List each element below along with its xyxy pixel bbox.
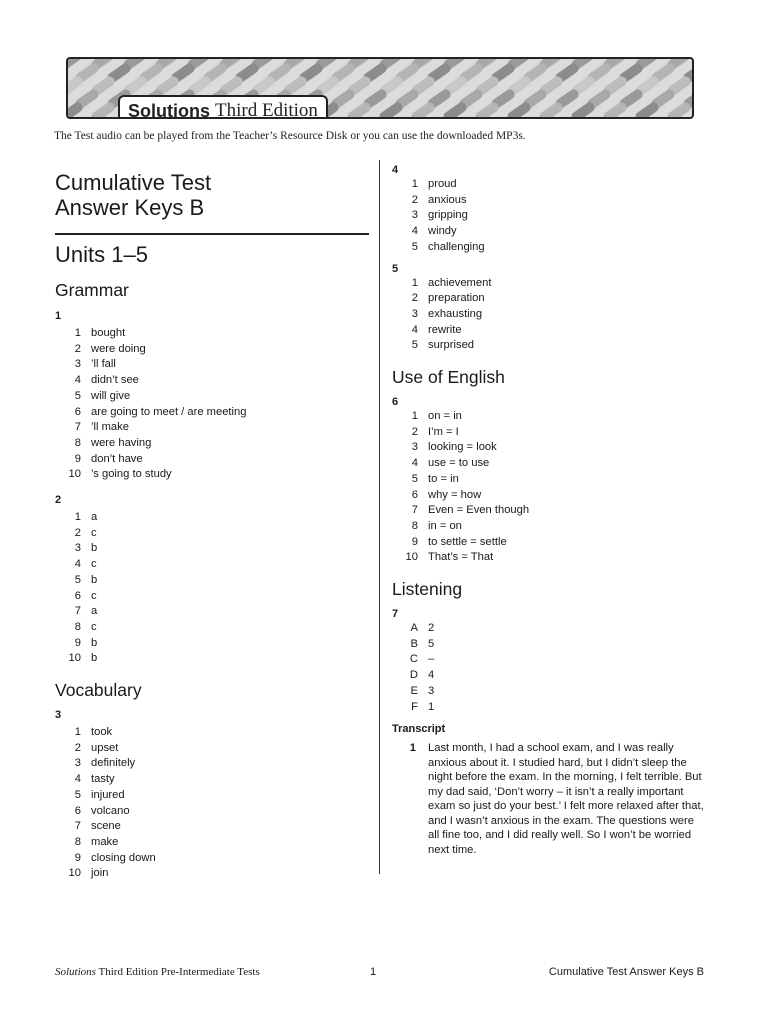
answer-row (55, 741, 369, 757)
answer-row (392, 550, 722, 566)
answer-row (55, 788, 369, 804)
answer-list (392, 409, 722, 566)
question-number: 1 (55, 310, 62, 322)
answer-number: 6 (411, 488, 418, 501)
answer-number: 6 (74, 804, 81, 817)
answer-number: 4 (411, 225, 418, 238)
left-column (55, 170, 369, 882)
answer-number: 1 (74, 327, 81, 339)
answer-row (392, 224, 722, 240)
answer-number: 10 (68, 468, 81, 481)
section-heading-vocabulary: Vocabulary (55, 680, 142, 701)
answer-text: a (91, 511, 98, 524)
audio-note: The Test audio can be played from the Teacher’s Resource Disk or you can use the downloaded MP3s. (54, 130, 526, 142)
answer-text: rewrite (428, 323, 462, 336)
answer-row (392, 535, 722, 551)
answer-text: 5 (428, 637, 435, 650)
section-heading-listening: Listening (392, 579, 463, 600)
answer-row (55, 756, 369, 772)
answer-number: C (409, 653, 418, 666)
answer-row (392, 338, 722, 354)
answer-row (392, 488, 722, 504)
answer-row (55, 772, 369, 788)
answer-text: upset (91, 741, 119, 754)
answer-list (392, 276, 722, 355)
title-rule (55, 233, 369, 235)
question-number: 4 (392, 164, 399, 176)
answer-text: ’ll fall (91, 358, 116, 371)
transcript-item (392, 741, 722, 857)
answer-text: c (91, 558, 97, 571)
answer-text: volcano (91, 804, 130, 817)
answer-text: c (91, 589, 97, 602)
answer-row (392, 621, 722, 637)
answer-row (55, 526, 369, 542)
transcript-heading: Transcript (392, 723, 446, 736)
section-heading-grammar: Grammar (55, 280, 129, 300)
answer-number: 7 (411, 504, 418, 517)
answer-text: 2 (428, 622, 435, 635)
answer-text: – (428, 653, 435, 666)
answer-text: a (91, 605, 98, 618)
answer-number: 10 (68, 867, 81, 880)
answer-row (55, 436, 369, 452)
question-number: 7 (392, 608, 399, 621)
answer-text: in = on (428, 519, 462, 532)
answer-row (55, 405, 369, 421)
answer-number: B (410, 637, 418, 650)
answer-row (55, 452, 369, 468)
answer-text: proud (428, 178, 457, 190)
answer-text: c (91, 620, 97, 633)
answer-row (392, 700, 722, 716)
answer-row (392, 684, 722, 700)
answer-number: 3 (411, 307, 418, 320)
answer-text: join (91, 867, 109, 880)
answer-number: 2 (411, 193, 418, 206)
answer-row (392, 503, 722, 519)
answer-row (392, 291, 722, 307)
question-number: 3 (55, 709, 62, 722)
answer-text: on = in (428, 410, 462, 423)
answer-text: 3 (428, 684, 435, 697)
answer-row (55, 866, 369, 882)
answer-row (392, 668, 722, 684)
answer-list (392, 177, 722, 256)
answer-text: b (91, 542, 98, 555)
answer-row (55, 389, 369, 405)
answer-row (392, 519, 722, 535)
answer-text: That’s = That (428, 551, 494, 564)
answer-row (55, 420, 369, 436)
answer-row (55, 604, 369, 620)
answer-row (392, 637, 722, 653)
answer-text: injured (91, 788, 125, 801)
answer-number: 6 (74, 405, 81, 418)
answer-row (392, 177, 722, 193)
answer-number: 3 (74, 542, 81, 555)
banner-pill-shape (68, 59, 85, 72)
answer-text: scene (91, 820, 121, 833)
answer-list (55, 510, 369, 667)
answer-number: 5 (411, 339, 418, 352)
page-title-line-1: Cumulative Test (55, 170, 212, 195)
transcript-number: 1 (409, 742, 416, 755)
units-heading: Units 1–5 (55, 242, 148, 267)
answer-number: 9 (411, 535, 418, 548)
answer-text: are going to meet / are meeting (91, 405, 247, 418)
answer-number: 4 (74, 374, 81, 387)
answer-number: 3 (411, 209, 418, 222)
answer-number: 9 (74, 636, 81, 649)
answer-text: took (91, 726, 113, 739)
answer-text: tasty (91, 773, 115, 786)
answer-row (392, 307, 722, 323)
answer-text: b (91, 573, 98, 586)
answer-row (55, 835, 369, 851)
answer-number: 7 (74, 820, 81, 833)
answer-number: 4 (74, 773, 81, 786)
answer-number: 10 (405, 551, 418, 564)
answer-text: use = to use (428, 457, 490, 470)
answer-row (55, 804, 369, 820)
answer-row (55, 541, 369, 557)
answer-row (55, 557, 369, 573)
answer-text: will give (91, 389, 131, 402)
answer-number: 9 (74, 452, 81, 465)
right-column (392, 163, 722, 857)
answer-number: 7 (74, 605, 81, 618)
answer-number: F (411, 700, 418, 713)
answer-row (55, 510, 369, 526)
answer-row (392, 472, 722, 488)
answer-number: 4 (74, 558, 81, 571)
answer-number: 3 (411, 441, 418, 454)
answer-number: E (410, 684, 418, 697)
answer-list (392, 621, 722, 715)
answer-row (392, 208, 722, 224)
answer-number: 2 (74, 741, 81, 754)
answer-number: 2 (74, 342, 81, 355)
answer-number: 1 (74, 511, 81, 524)
footer-doc-title: Cumulative Test Answer Keys B (548, 966, 704, 978)
answer-text: bought (91, 327, 126, 339)
header-banner (66, 57, 694, 119)
answer-row (392, 193, 722, 209)
answer-row (55, 589, 369, 605)
answer-text: I’m = I (428, 425, 459, 438)
answer-row (392, 323, 722, 339)
answer-text: preparation (428, 292, 485, 305)
answer-text: why = how (428, 488, 482, 501)
answer-number: 6 (74, 589, 81, 602)
answer-text: were having (91, 436, 152, 449)
answer-text: gripping (428, 209, 468, 222)
answer-row (392, 240, 722, 256)
answer-number: 1 (74, 726, 81, 739)
column-divider (379, 160, 380, 874)
answer-text: Even = Even though (428, 504, 530, 517)
answer-number: 1 (411, 276, 418, 289)
answer-text: c (91, 526, 97, 539)
answer-row (55, 651, 369, 667)
brand-edition: Third Edition (215, 100, 318, 119)
footer-series-name: Solutions (55, 966, 96, 978)
answer-text: definitely (91, 757, 136, 770)
answer-row (55, 573, 369, 589)
answer-text: 1 (428, 700, 435, 713)
answer-number: 1 (411, 410, 418, 423)
answer-number: 8 (74, 620, 81, 633)
answer-row (55, 326, 369, 342)
answer-list (55, 725, 369, 882)
answer-text: to = in (428, 472, 459, 485)
answer-text: ’ll make (91, 421, 129, 434)
answer-number: 5 (74, 573, 81, 586)
footer-book-rest: Third Edition Pre-Intermediate Tests (95, 966, 260, 978)
brand-tab (118, 95, 328, 119)
answer-row (392, 440, 722, 456)
answer-text: were doing (91, 342, 146, 355)
answer-text: windy (428, 225, 457, 238)
section-heading-use-of-english: Use of English (392, 367, 505, 388)
answer-number: 5 (411, 240, 418, 253)
transcript (392, 741, 722, 857)
answer-text: ’s going to study (91, 468, 172, 481)
answer-row (55, 851, 369, 867)
answer-text: to settle = settle (428, 535, 507, 548)
answer-number: 8 (411, 519, 418, 532)
answer-number: 8 (74, 835, 81, 848)
answer-row (392, 409, 722, 425)
answer-number: 2 (411, 425, 418, 438)
answer-number: 5 (74, 788, 81, 801)
answer-number: 4 (411, 323, 418, 336)
answer-number: 7 (74, 421, 81, 434)
answer-text: make (91, 835, 119, 848)
answer-number: 3 (74, 757, 81, 770)
answer-text: 4 (428, 669, 435, 682)
answer-number: 3 (74, 358, 81, 371)
answer-text: don’t have (91, 452, 143, 465)
answer-row (392, 276, 722, 292)
question-number: 6 (392, 396, 399, 409)
answer-number: D (409, 669, 418, 682)
footer-book-title (55, 966, 260, 978)
answer-row (55, 373, 369, 389)
answer-text: b (91, 636, 98, 649)
answer-text: looking = look (428, 441, 497, 454)
question-number: 2 (55, 494, 62, 507)
answer-text: surprised (428, 339, 475, 352)
answer-text: b (91, 652, 98, 665)
answer-number: 1 (411, 178, 418, 190)
answer-number: 8 (74, 436, 81, 449)
page-title (55, 170, 369, 220)
page-title-line-2: Answer Keys B (55, 195, 205, 220)
answer-row (55, 725, 369, 741)
answer-number: 4 (411, 457, 418, 470)
answer-text: achievement (428, 276, 492, 289)
transcript-text: Last month, I had a school exam, and I was really anxious about it. I studied hard, but I didn’t sleep the night before the exam. In the morning, I felt terrible. But my dad said, ‘Don’t worry – it isn’t a really important exam so just do your best.’ I felt more relaxed after that, and I wasn’t anxious in the exam. The questions were all fine too, and I did really well. So I won’t be worried next time. (428, 742, 704, 856)
answer-text: closing down (91, 851, 156, 864)
answer-number: 5 (74, 389, 81, 402)
answer-row (392, 652, 722, 668)
answer-text: didn’t see (91, 374, 139, 387)
page-number: 1 (370, 966, 377, 978)
answer-number: A (410, 622, 418, 635)
answer-row (392, 425, 722, 441)
answer-number: 5 (411, 472, 418, 485)
answer-row (55, 342, 369, 358)
brand-name: Solutions (128, 100, 210, 119)
answer-text: anxious (428, 193, 467, 206)
answer-row (55, 636, 369, 652)
answer-row (55, 467, 369, 483)
answer-row (392, 456, 722, 472)
answer-row (55, 357, 369, 373)
answer-text: exhausting (428, 307, 483, 320)
answer-row (55, 819, 369, 835)
answer-number: 2 (411, 292, 418, 305)
answer-number: 9 (74, 851, 81, 864)
answer-row (55, 620, 369, 636)
answer-list (55, 326, 369, 483)
answer-number: 2 (74, 526, 81, 539)
question-number: 5 (392, 262, 399, 275)
answer-text: challenging (428, 240, 485, 253)
answer-number: 10 (68, 652, 81, 665)
